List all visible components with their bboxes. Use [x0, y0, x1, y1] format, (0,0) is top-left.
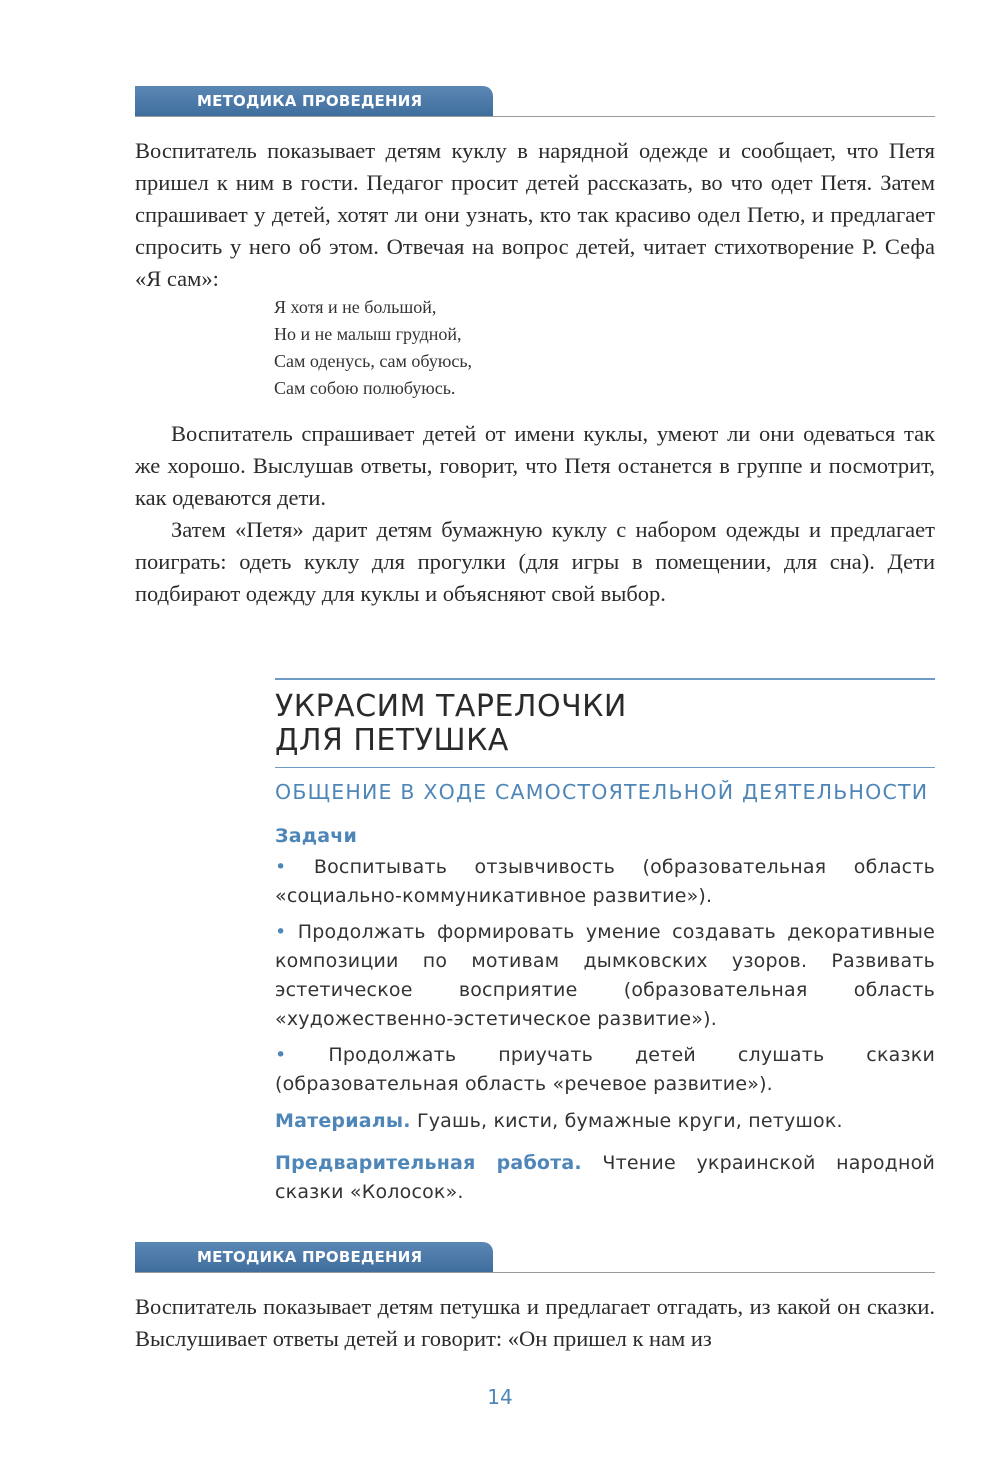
materials	[275, 1107, 935, 1136]
bullet-icon: •	[275, 921, 287, 943]
task-text: Продолжать приучать детей слушать сказки (образовательная область «речевое развитие»).	[275, 1044, 935, 1095]
lesson-title-line: УКРАСИМ ТАРЕЛОЧКИ	[275, 689, 627, 724]
poem-line: Сам оденусь, сам обуюсь,	[274, 351, 473, 371]
prep-label: Предварительная работа.	[275, 1152, 582, 1174]
bullet-icon: •	[275, 856, 287, 878]
section-header-method-2	[135, 1242, 935, 1273]
materials-label: Материалы.	[275, 1110, 411, 1132]
lesson-title-line: ДЛЯ ПЕТУШКА	[275, 723, 509, 758]
paragraph: Воспитатель спрашивает детей от имени куклы, умеют ли они одеваться так же хорошо. Выслушав ответы, говорит, что Петя останется в группе и посмотрит, как одеваются дети.	[135, 421, 935, 510]
section-header-label: МЕТОДИКА ПРОВЕДЕНИЯ	[197, 92, 423, 110]
materials-text: Гуашь, кисти, бумажные круги, петушок.	[416, 1110, 843, 1132]
poem-line: Сам собою полюбуюсь.	[274, 378, 456, 398]
preliminary-work	[275, 1149, 935, 1207]
lesson-title	[275, 690, 935, 758]
section-header-method-1	[135, 86, 935, 117]
title-rule-top	[275, 678, 935, 680]
task-text: Воспитывать отзывчивость (образовательная область «социально-коммуникативное развитие»).	[275, 856, 935, 907]
tasks-heading-label: Задачи	[275, 825, 358, 847]
method-paragraph-3	[135, 1291, 935, 1355]
section-header-label: МЕТОДИКА ПРОВЕДЕНИЯ	[197, 1248, 423, 1266]
bullet-icon: •	[275, 1044, 287, 1066]
paragraph: Воспитатель показывает детям куклу в нарядной одежде и сообщает, что Петя пришел к ним в гости. Педагог просит детей рассказать, во что одет Петя. Затем спрашивает у детей, хотят ли они узнать, кто так красиво одел Петю, и предлагает спросить у него об этом. Отвечая на вопрос детей, читает стихотворение Р. Сефа «Я сам»:	[135, 138, 935, 291]
task-item-3	[275, 1041, 935, 1099]
prep-text: Чтение украинской народной сказки «Колосок».	[275, 1152, 935, 1203]
paragraph: Затем «Петя» дарит детям бумажную куклу с набором одежды и предлагает поиграть: одеть куклу для прогулки (для игры в помещении, для сна). Дети подбирают одежду для куклы и объясняют свой выбор.	[135, 517, 935, 606]
poem-line: Но и не малыш грудной,	[274, 324, 462, 344]
lesson-subtitle: ОБЩЕНИЕ В ХОДЕ САМОСТОЯТЕЛЬНОЙ ДЕЯТЕЛЬНОСТИ	[275, 780, 929, 804]
title-rule-bottom	[275, 767, 935, 768]
task-text: Продолжать формировать умение создавать декоративные композиции по мотивам дымковских узоров. Развивать эстетическое восприятие (образовательная область «художественно-эстетическое развитие»).	[275, 921, 935, 1030]
task-item-2	[275, 918, 935, 1034]
task-item-1	[275, 853, 935, 911]
section-tab	[135, 86, 493, 116]
section-tab	[135, 1242, 493, 1272]
paragraph: Воспитатель показывает детям петушка и предлагает отгадать, из какой он сказки. Выслушивает ответы детей и говорит: «Он пришел к нам из	[135, 1294, 935, 1351]
method-paragraph-1	[135, 135, 935, 295]
method-paragraph-2	[135, 418, 935, 610]
poem-line: Я хотя и не большой,	[274, 297, 437, 317]
page-number: 14	[487, 1385, 513, 1409]
tasks-heading	[275, 822, 935, 851]
poem	[274, 294, 674, 402]
